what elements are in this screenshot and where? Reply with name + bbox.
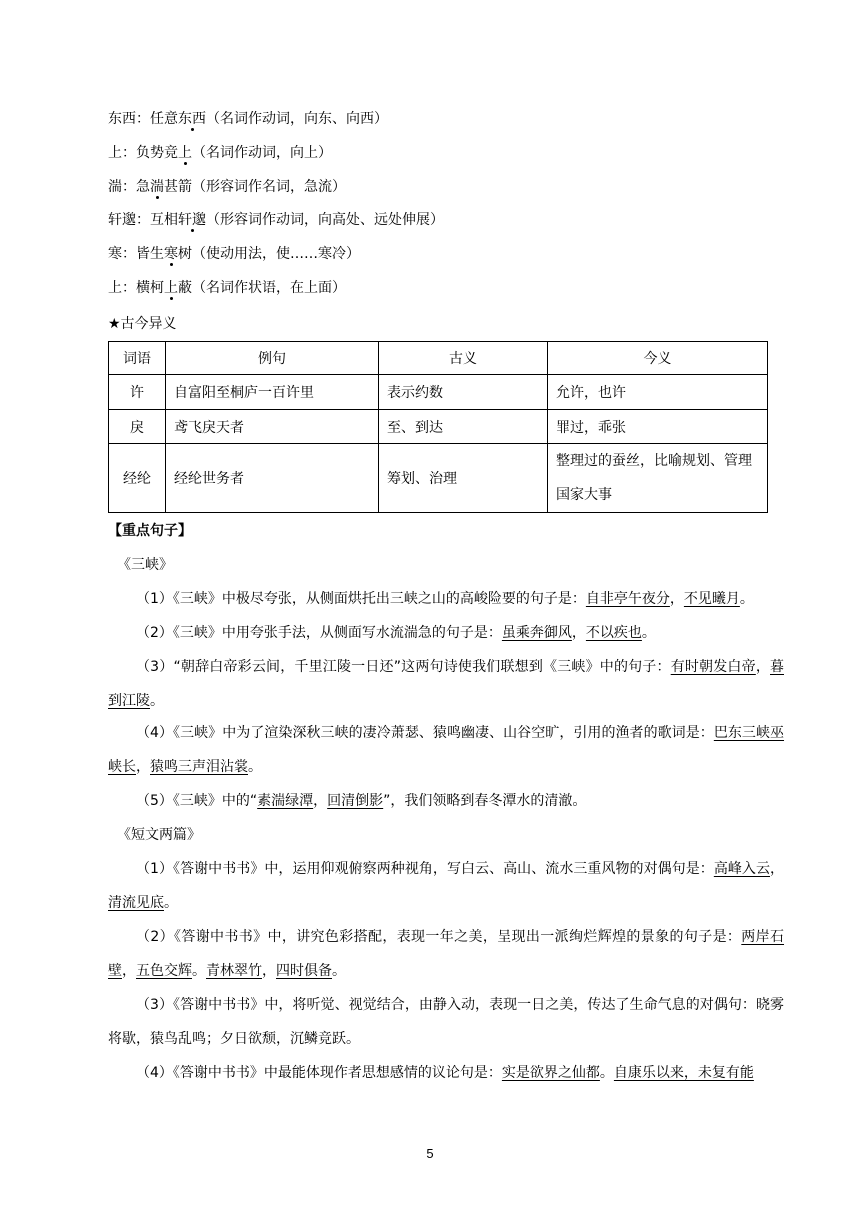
table-cell: 经纶世务者 xyxy=(166,444,379,513)
emphasis-dot-text: 寒 xyxy=(164,246,178,262)
sanxia-sentence: （3）“朝辞白帝彩云间，千里江陵一日还”这两句诗使我们联想到《三峡》中的句子：有时朝发白帝，暮到江陵。 xyxy=(108,659,784,709)
answer-text: 巴东三峡巫峡长 xyxy=(108,725,785,775)
answer-text: 暮到江陵 xyxy=(108,659,784,709)
answer-text: 实是欲界之仙都 xyxy=(501,1065,600,1081)
sanxia-title: 《三峡》 xyxy=(117,557,173,573)
sanxia-sentence: （5）《三峡》中的“素湍绿潭，回清倒影”，我们领略到春冬潭水的清澈。 xyxy=(136,793,587,809)
answer-text: 四时俱备 xyxy=(276,963,332,979)
wordclass-line: 上：负势竞上（名词作动词，向上） xyxy=(108,145,332,161)
section-title: 【重点句子】 xyxy=(108,523,192,539)
duanwen-sentence: （2）《答谢中书书》中，讲究色彩搭配，表现一年之美，呈现出一派绚烂辉煌的景象的句子是：两岸石壁，五色交辉。青林翠竹，四时俱备。 xyxy=(108,929,785,979)
page-number: 5 xyxy=(426,1146,434,1161)
emphasis-dot-text: 轩邈 xyxy=(178,212,206,228)
gujin-title: ★古今异义 xyxy=(108,316,177,332)
table-header-row xyxy=(109,342,768,375)
answer-text: 高峰入云 xyxy=(713,861,771,877)
answer-text: 不见曦月 xyxy=(683,591,740,607)
table-cell: 整理过的蚕丝，比喻规划、管理国家大事 xyxy=(548,444,768,513)
answer-text: 自康乐以来，未复有能 xyxy=(613,1065,754,1081)
answer-text: 清流见底 xyxy=(108,895,164,911)
table-cell: 经纶 xyxy=(109,444,166,513)
table-cell: 自富阳至桐庐一百许里 xyxy=(166,375,379,410)
table-cell: 戾 xyxy=(109,410,166,444)
answer-text: 猿鸣三声泪沾裳 xyxy=(150,759,248,775)
table-header-cell: 词语 xyxy=(109,342,166,375)
table-header-cell: 例句 xyxy=(166,342,379,375)
table-cell: 罪过，乖张 xyxy=(548,410,768,444)
answer-text: 虽乘奔御风 xyxy=(501,625,572,641)
answer-text: 素湍绿潭 xyxy=(257,793,314,809)
answer-text: 回清倒影 xyxy=(327,793,384,809)
wordclass-line: 轩邈：互相轩邈（形容词作动词，向高处、远处伸展） xyxy=(108,212,444,228)
wordclass-line: 湍：急湍甚箭（形容词作名词，急流） xyxy=(108,179,346,195)
duanwen-title: 《短文两篇》 xyxy=(117,827,201,843)
table-header-cell: 今义 xyxy=(548,342,768,375)
emphasis-dot-text: 上 xyxy=(178,145,192,161)
answer-text: 青林翠竹 xyxy=(206,963,262,979)
table-header-cell: 古义 xyxy=(379,342,548,375)
table-row xyxy=(109,444,768,513)
gujin-table xyxy=(108,341,768,513)
table-cell: 筹划、治理 xyxy=(379,444,548,513)
sanxia-sentence: （2）《三峡》中用夸张手法，从侧面写水流湍急的句子是：虽乘奔御风，不以疾也。 xyxy=(136,625,656,641)
answer-text: 有时朝发白帝 xyxy=(670,659,756,675)
answer-text: 两岸石壁 xyxy=(108,929,785,979)
table-cell: 许 xyxy=(109,375,166,410)
table-cell: 至、到达 xyxy=(379,410,548,444)
answer-text: 不以疾也 xyxy=(585,625,642,641)
wordclass-line: 东西：任意东西（名词作动词，向东、向西） xyxy=(108,111,388,127)
table-cell: 表示约数 xyxy=(379,375,548,410)
wordclass-line: 寒：皆生寒树（使动用法，使……寒冷） xyxy=(108,246,360,262)
duanwen-sentence: （1）《答谢中书书》中，运用仰观俯察两种视角，写白云、高山、流水三重风物的对偶句是：高峰入云，清流见底。 xyxy=(108,861,785,911)
table-row xyxy=(109,410,768,444)
emphasis-dot-text: 湍 xyxy=(150,179,164,195)
table-cell: 鸢飞戾天者 xyxy=(166,410,379,444)
duanwen-sentence: （3）《答谢中书书》中，将听觉、视觉结合，由静入动，表现一日之美，传达了生命气息的对偶句：晓雾将歇，猿鸟乱鸣；夕日欲颓，沉鳞竞跃。 xyxy=(108,997,784,1047)
wordclass-line: 上：横柯上蔽（名词作状语，在上面） xyxy=(108,280,346,296)
sanxia-sentence: （1）《三峡》中极尽夸张，从侧面烘托出三峡之山的高峻险要的句子是：自非亭午夜分，不见曦月。 xyxy=(136,591,754,607)
sanxia-sentence: （4）《三峡》中为了渲染深秋三峡的凄冷萧瑟、猿鸣幽凄、山谷空旷，引用的渔者的歌词是：巴东三峡巫峡长，猿鸣三声泪沾裳。 xyxy=(108,725,785,775)
table-cell: 允许，也许 xyxy=(548,375,768,410)
answer-text: 自非亭午夜分 xyxy=(585,591,670,607)
table-row xyxy=(109,375,768,410)
answer-text: 五色交辉 xyxy=(136,963,192,979)
emphasis-dot-text: 东西 xyxy=(178,111,206,127)
emphasis-dot-text: 上 xyxy=(164,280,178,296)
duanwen-sentence: （4）《答谢中书书》中最能体现作者思想感情的议论句是：实是欲界之仙都。自康乐以来，未复有能 xyxy=(136,1065,754,1081)
